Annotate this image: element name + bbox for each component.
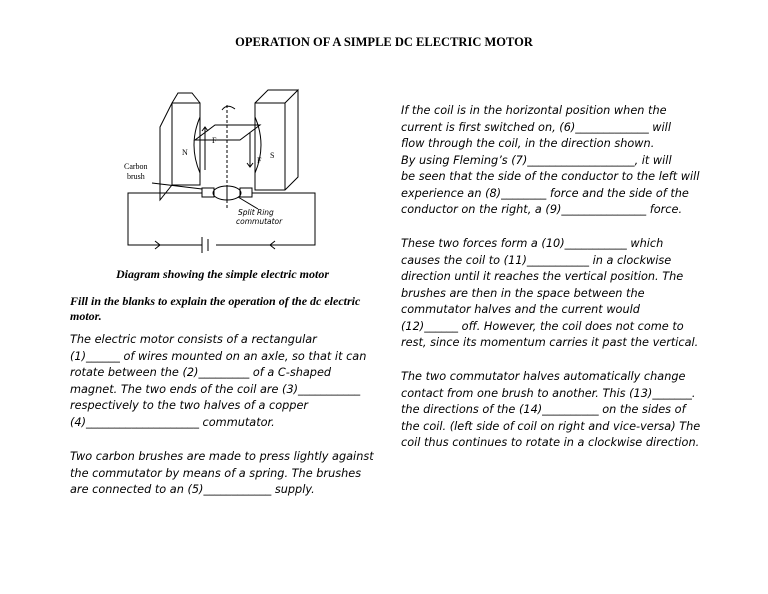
- commutator-label: commutator: [236, 217, 283, 226]
- text-line: By using Fleming’s (7)___________________, it will: [401, 153, 672, 167]
- text-line: be seen that the side of the conductor to the left will: [401, 170, 700, 183]
- text-line: the coil. (left side of coil on right and vice-versa) The: [401, 419, 701, 433]
- text-line: current is first switched on, (6)_____________ will: [401, 120, 671, 134]
- left-paragraph: [70, 332, 366, 431]
- north-pole-label: N: [182, 148, 188, 157]
- text-line: The electric motor consists of a rectangular: [70, 333, 317, 346]
- text-line: causes the coil to (11)___________ in a clockwise: [401, 253, 672, 267]
- text-line: conductor on the right, a (9)_______________ force.: [401, 203, 683, 216]
- text-line: the directions of the (14)__________ on the sides of: [401, 403, 686, 416]
- text-line: These two forces form a (10)___________ which: [401, 237, 664, 250]
- left-paragraph: [70, 449, 374, 499]
- text-line: If the coil is in the horizontal position when the: [401, 104, 667, 117]
- diagram-caption: Diagram showing the simple electric motor: [116, 267, 330, 281]
- force-label-right: F: [257, 156, 262, 165]
- text-line: respectively to the two halves of a copper: [70, 399, 309, 412]
- text-line: (4)____________________ commutator.: [70, 415, 275, 429]
- carbon-label: Carbon: [124, 162, 148, 171]
- text-line: commutator halves and the current would: [401, 303, 640, 316]
- text-line: experience an (8)________ force and the side of the: [401, 186, 689, 200]
- text-line: coil thus continues to rotate in a clockwise direction.: [401, 436, 700, 449]
- text-line: flow through the coil, in the direction shown.: [401, 137, 655, 150]
- text-line: direction until it reaches the vertical position. The: [401, 270, 684, 283]
- text-line: are connected to an (5)____________ supply.: [70, 483, 315, 496]
- right-paragraph: [401, 103, 699, 219]
- text-line: (1)______ of wires mounted on an axle, so that it can: [70, 349, 367, 363]
- right-paragraph: [401, 236, 698, 352]
- text-line: magnet. The two ends of the coil are (3)___________: [70, 382, 361, 396]
- text-line: contact from one brush to another. This (13)_______.: [401, 386, 696, 400]
- page-title: OPERATION OF A SIMPLE DC ELECTRIC MOTOR: [235, 35, 533, 49]
- text-line: the commutator by means of a spring. The brushes: [70, 466, 362, 480]
- south-pole-label: S: [270, 151, 275, 160]
- split-ring-label: Split Ring: [238, 208, 274, 217]
- force-label-left: F: [212, 136, 217, 145]
- text-line: Two carbon brushes are made to press lightly against: [70, 450, 374, 463]
- text-line: rest, since its momentum carries it past the vertical.: [401, 336, 699, 349]
- text-line: The two commutator halves automatically change: [401, 370, 686, 383]
- brush-label: brush: [127, 172, 145, 181]
- text-line: rotate between the (2)_________ of a C-shaped: [70, 366, 332, 379]
- instruction-text: Fill in the blanks to explain the operation of the dc electric motor.: [70, 294, 361, 323]
- motor-diagram: [110, 85, 330, 265]
- text-line: brushes are then in the space between the: [401, 286, 645, 300]
- text-line: (12)______ off. However, the coil does not come to: [401, 319, 684, 333]
- right-paragraph: [401, 369, 700, 452]
